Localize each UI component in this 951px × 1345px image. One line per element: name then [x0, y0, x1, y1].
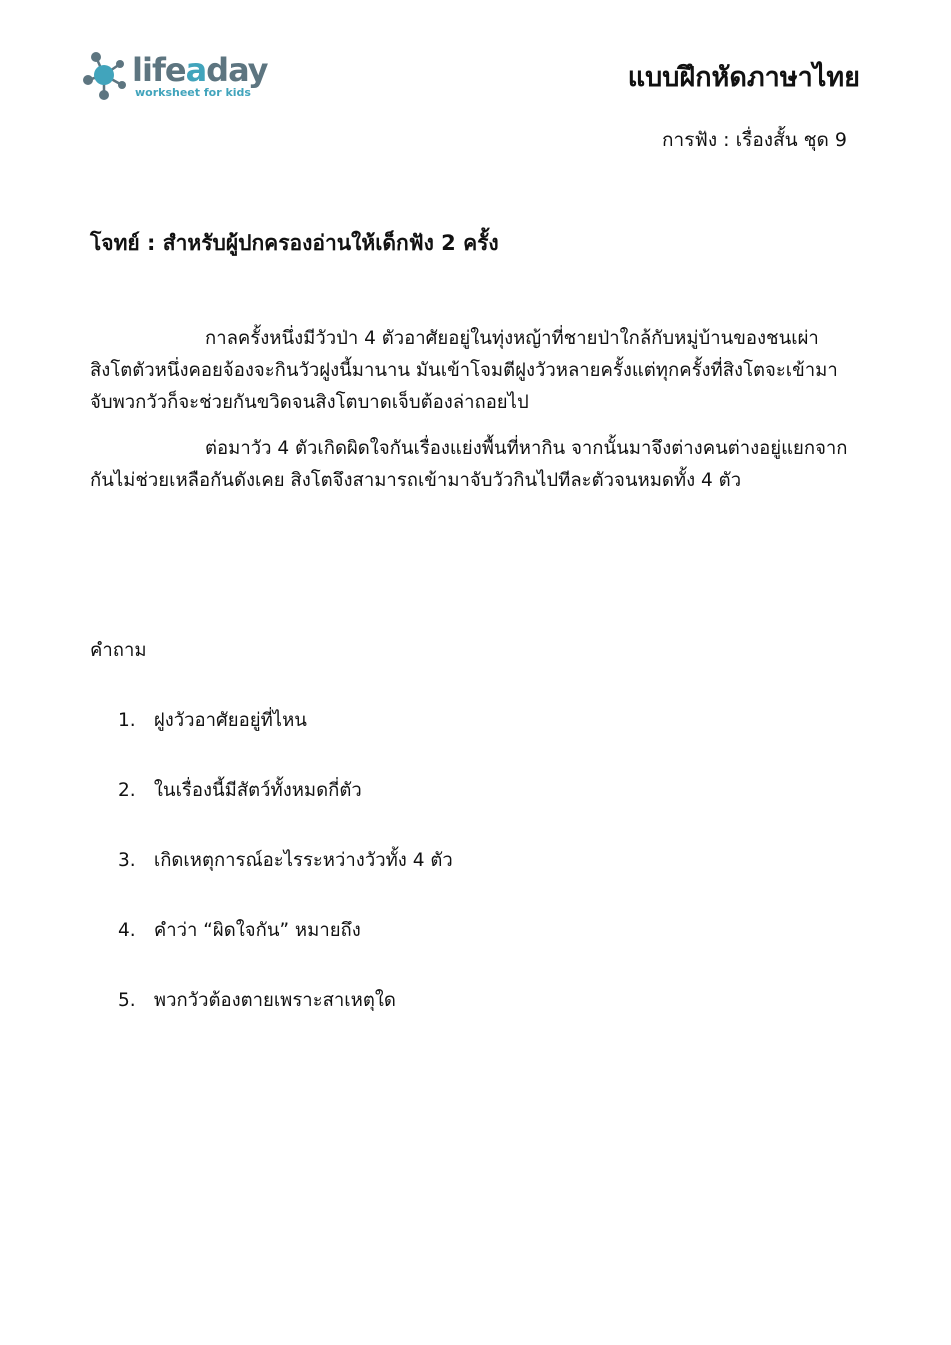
- logo-tagline: worksheet for kids: [135, 86, 251, 99]
- molecule-logo-icon: [82, 50, 132, 102]
- questions-label: คำถาม: [90, 640, 147, 661]
- question-item: [118, 916, 453, 986]
- instruction-heading: โจทย์ : สำหรับผู้ปกครองอ่านให้เด็กฟัง 2 ครั้ง: [90, 231, 499, 255]
- question-text: เกิดเหตุการณ์อะไรระหว่างวัวทั้ง 4 ตัว: [153, 850, 453, 871]
- question-number: 5.: [118, 990, 136, 1011]
- question-list: [118, 706, 453, 1056]
- question-item: [118, 706, 453, 776]
- question-text: พวกวัวต้องตายเพราะสาเหตุใด: [153, 990, 396, 1011]
- lifeaday-logo: [82, 50, 272, 102]
- question-number: 3.: [118, 850, 136, 871]
- story-text: [90, 323, 855, 511]
- question-text: คำว่า “ผิดใจกัน” หมายถึง: [153, 920, 361, 941]
- story-paragraph: ต่อมาวัว 4 ตัวเกิดผิดใจกันเรื่องแย่งพื้นที่หากิน จากนั้นมาจึงต่างคนต่างอยู่แยกจากกันไม่ช่วยเหลือกันดังเคย สิงโตจึงสามารถเข้ามาจับวัวกินไปทีละตัวจนหมดทั้ง 4 ตัว: [90, 438, 848, 491]
- question-number: 2.: [118, 780, 136, 801]
- question-item: [118, 846, 453, 916]
- worksheet-subtitle: การฟัง : เรื่องสั้น ชุด 9: [662, 129, 847, 151]
- question-text: ฝูงวัวอาศัยอยู่ที่ไหน: [153, 710, 307, 731]
- question-item: [118, 776, 453, 846]
- logo-wordmark: lifeaday: [132, 51, 268, 89]
- question-number: 1.: [118, 710, 136, 731]
- story-paragraph: กาลครั้งหนึ่งมีวัวป่า 4 ตัวอาศัยอยู่ในทุ่งหญ้าที่ชายป่าใกล้กับหมู่บ้านของชนเผ่า สิงโตตัวหนึ่งคอยจ้องจะกินวัวฝูงนี้มานาน มันเข้าโจมตีฝูงวัวหลายครั้งแต่ทุกครั้งที่สิงโตจะเข้ามาจับพวกวัวก็จะช่วยกันขวิดจนสิงโตบาดเจ็บต้องล่าถอยไป: [90, 328, 838, 413]
- question-text: ในเรื่องนี้มีสัตว์ทั้งหมดกี่ตัว: [153, 780, 362, 801]
- question-number: 4.: [118, 920, 136, 941]
- worksheet-title: แบบฝึกหัดภาษาไทย: [627, 62, 860, 93]
- question-item: [118, 986, 453, 1056]
